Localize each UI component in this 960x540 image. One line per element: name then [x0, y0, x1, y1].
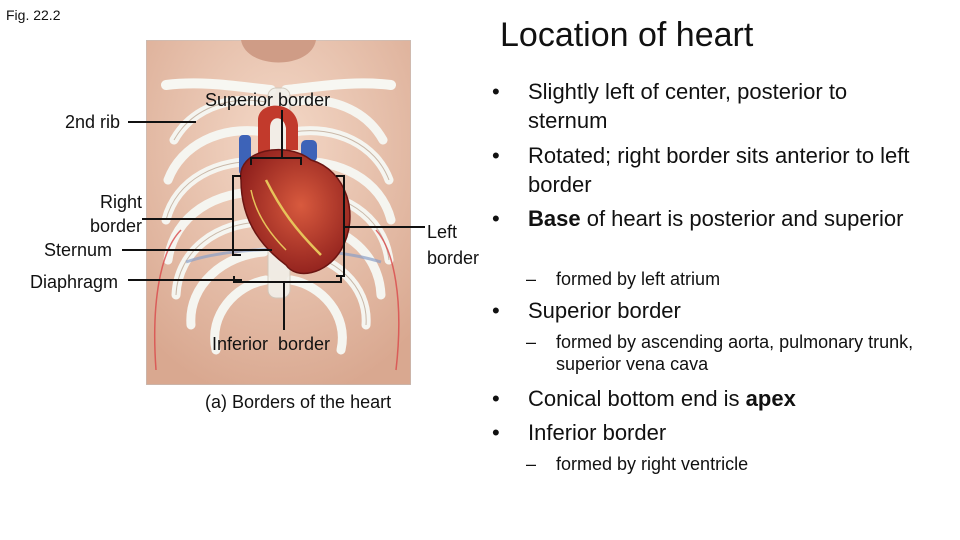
bold-term-base: Base — [528, 206, 581, 231]
bullet-text: Conical bottom end is — [528, 386, 746, 411]
bullet-text: Rotated; right border sits anterior to left border — [528, 143, 910, 197]
bullet-item: • Conical bottom end is apex — [492, 386, 796, 411]
sub-bullet-item: – formed by ascending aorta, pulmonary trunk, superior vena cava — [526, 331, 916, 375]
label-right-border: Right border — [89, 192, 142, 236]
bullet-text: Inferior border — [528, 420, 667, 445]
label-diaphragm: Diaphragm — [30, 272, 119, 292]
bullet-text: Superior border — [528, 298, 681, 323]
bullet-item: • Base of heart is posterior and superior — [492, 206, 904, 231]
bullet-item: • Superior border — [492, 296, 932, 325]
bullet-item: • Inferior border — [492, 418, 932, 447]
bullet-text: of heart is posterior and superior — [580, 206, 904, 231]
sub-bullet-text: formed by ascending aorta, pulmonary trunk, superior vena cava — [556, 332, 914, 374]
slide-title: Location of heart — [500, 16, 754, 54]
sub-bullet-text: formed by left atrium — [556, 269, 721, 289]
label-2nd-rib: 2nd rib — [65, 112, 121, 132]
label-left-border: Left border — [427, 222, 480, 268]
sub-bullet-item: – formed by right ventricle — [526, 453, 926, 475]
sub-bullet-item: – formed by left atrium — [526, 268, 926, 290]
bullet-text: Slightly left of center, posterior to sternum — [528, 79, 848, 133]
sub-bullet-text: formed by right ventricle — [556, 454, 749, 474]
figure-label: Fig. 22.2 — [6, 7, 61, 23]
label-superior-border: Superior border — [205, 90, 331, 110]
bullet-item: • Slightly left of center, posterior to sternum — [492, 77, 932, 135]
label-inferior-border: Inferior border — [212, 334, 331, 354]
figure-caption: (a) Borders of the heart — [205, 392, 392, 412]
label-sternum: Sternum — [44, 240, 113, 260]
bold-term-apex: apex — [745, 386, 796, 411]
bullet-item: • Rotated; right border sits anterior to left border — [492, 141, 932, 199]
